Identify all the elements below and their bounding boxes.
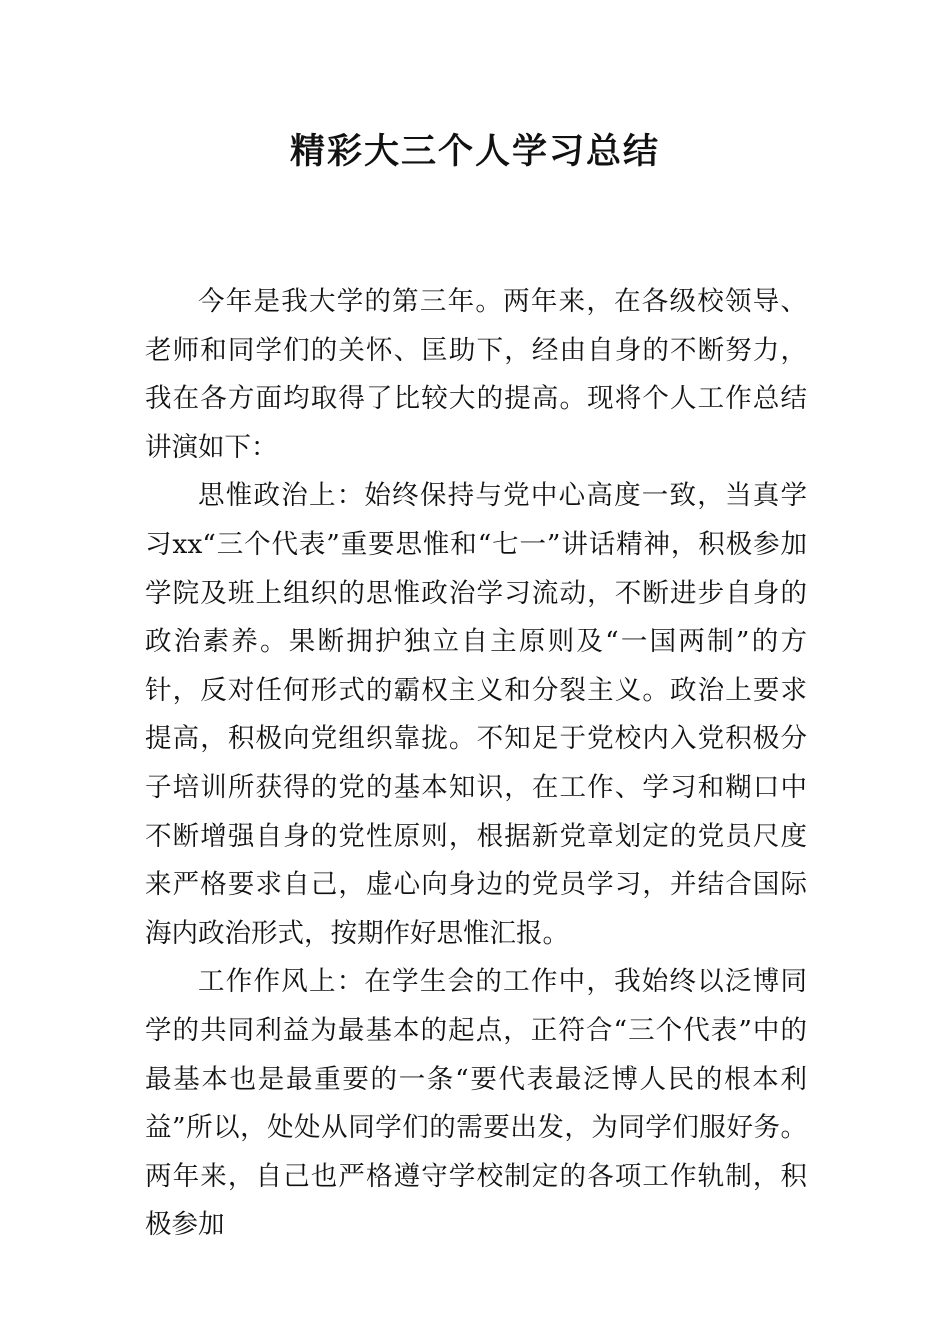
paragraph-work-style: 工作作风上：在学生会的工作中，我始终以泛博同学的共同利益为最基本的起点，正符合“三个代表”中的最基本也是最重要的一条“要代表最泛博人民的根本利益”所以，处处从同学们的需要出发，为同学们服好务。两年来，自己也严格遵守学校制定的各项工作轨制，积极参加	[145, 966, 807, 1241]
paragraph-intro: 今年是我大学的第三年。两年来，在各级校领导、老师和同学们的关怀、匡助下，经由自身的不断努力，我在各方面均取得了比较大的提高。现将个人工作总结讲演如下：	[145, 286, 807, 463]
document-title: 精彩大三个人学习总结	[289, 132, 660, 172]
paragraph-ideology-politics: 思惟政治上：始终保持与党中心高度一致，当真学习xx“三个代表”重要思惟和“七一”讲话精神，积极参加学院及班上组织的思惟政治学习流动，不断进步自身的政治素养。果断拥护独立自主原则及“一国两制”的方针，反对任何形式的霸权主义和分裂主义。政治上要求提高，积极向党组织靠拢。不知足于党校内入党积极分子培训所获得的党的基本知识，在工作、学习和糊口中不断增强自身的党性原则，根据新党章划定的党员尺度来严格要求自己，虚心向身边的党员学习，并结合国际海内政治形式，按期作好思惟汇报。	[145, 480, 807, 949]
document-body	[145, 278, 807, 1250]
